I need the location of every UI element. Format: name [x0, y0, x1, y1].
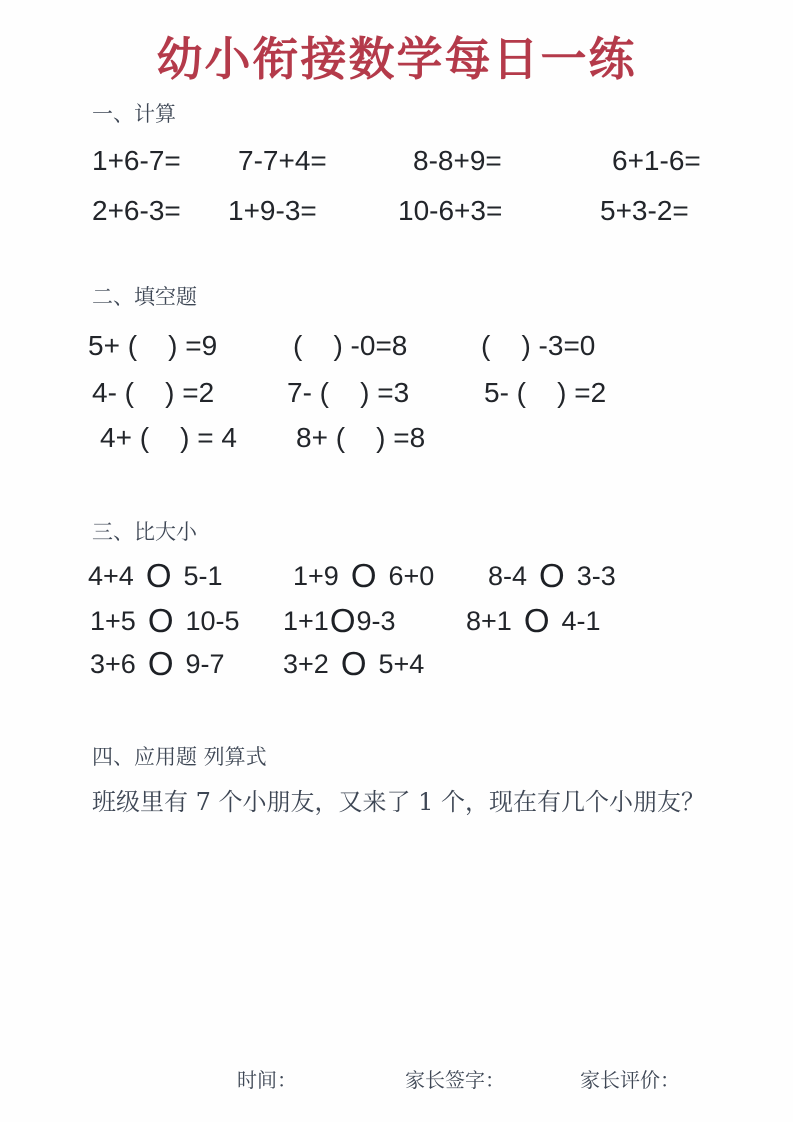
fill-row-2 — [0, 378, 793, 412]
section-heading-calc: 一、计算 — [92, 102, 176, 126]
calc-problem: 2+6-3= — [92, 195, 181, 226]
footer-evaluation-label: 家长评价： — [580, 1068, 680, 1092]
fill-problem: ( ) -3=0 — [481, 330, 596, 361]
fill-row-3 — [0, 423, 793, 457]
compare-right: 5+4 — [378, 649, 425, 679]
fill-problem: 5- ( ) =2 — [484, 377, 607, 408]
footer-signature-label: 家长签字： — [405, 1068, 505, 1092]
calc-row-2 — [0, 196, 793, 230]
compare-row-1 — [0, 557, 793, 595]
fill-row-1 — [0, 331, 793, 365]
compare-right: 9-7 — [185, 649, 225, 679]
fill-problem: 8+ ( ) =8 — [296, 422, 426, 453]
compare-problem — [283, 645, 425, 682]
compare-right: 4-1 — [561, 606, 601, 636]
section-heading-compare: 三、比大小 — [92, 520, 197, 544]
calc-row-1 — [0, 146, 793, 180]
compare-circle-icon: O — [145, 557, 172, 594]
calc-problem: 7-7+4= — [238, 145, 327, 176]
compare-left: 8+1 — [466, 606, 512, 636]
calc-problem: 10-6+3= — [398, 195, 503, 226]
compare-problem — [466, 602, 601, 639]
fill-problem: ( ) -0=8 — [293, 330, 408, 361]
fill-problem: 4- ( ) =2 — [92, 377, 215, 408]
section-heading-word: 四、应用题 列算式 — [92, 745, 267, 769]
compare-left: 4+4 — [88, 561, 134, 591]
calc-problem: 6+1-6= — [612, 145, 701, 176]
compare-circle-icon: O — [523, 602, 550, 639]
compare-circle-icon: O — [147, 645, 174, 682]
footer-time-label: 时间： — [237, 1068, 297, 1092]
calc-problem: 5+3-2= — [600, 195, 689, 226]
section-heading-fill: 二、填空题 — [92, 285, 197, 309]
compare-problem — [293, 557, 435, 594]
calc-problem: 1+6-7= — [92, 145, 181, 176]
compare-right: 3-3 — [576, 561, 616, 591]
compare-circle-icon: O — [147, 602, 174, 639]
compare-problem — [90, 645, 225, 682]
fill-problem: 4+ ( ) = 4 — [100, 422, 237, 453]
compare-left: 1+9 — [293, 561, 339, 591]
compare-problem — [88, 557, 223, 594]
calc-problem: 8-8+9= — [413, 145, 502, 176]
compare-problem — [90, 602, 240, 639]
page-title: 幼小衔接数学每日一练 — [156, 32, 637, 86]
fill-problem: 5+ ( ) =9 — [88, 330, 218, 361]
compare-row-3 — [0, 645, 793, 683]
compare-right: 9-3 — [356, 606, 396, 636]
fill-problem: 7- ( ) =3 — [287, 377, 410, 408]
compare-left: 3+2 — [283, 649, 329, 679]
word-problem-text: 班级里有 7 个小朋友，又来了 1 个，现在有几个小朋友？ — [92, 788, 706, 816]
calc-problem: 1+9-3= — [228, 195, 317, 226]
compare-row-2 — [0, 602, 793, 640]
compare-problem — [283, 602, 396, 639]
compare-left: 3+6 — [90, 649, 136, 679]
compare-left: 1+1 — [283, 606, 329, 636]
compare-problem — [488, 557, 616, 594]
compare-circle-icon: O — [340, 645, 367, 682]
compare-right: 5-1 — [183, 561, 223, 591]
compare-left: 8-4 — [488, 561, 528, 591]
compare-circle-icon: O — [350, 557, 377, 594]
compare-circle-icon: O — [539, 557, 565, 594]
compare-circle-icon: O — [329, 602, 356, 639]
compare-left: 1+5 — [90, 606, 136, 636]
compare-right: 10-5 — [185, 606, 240, 636]
compare-right: 6+0 — [388, 561, 435, 591]
